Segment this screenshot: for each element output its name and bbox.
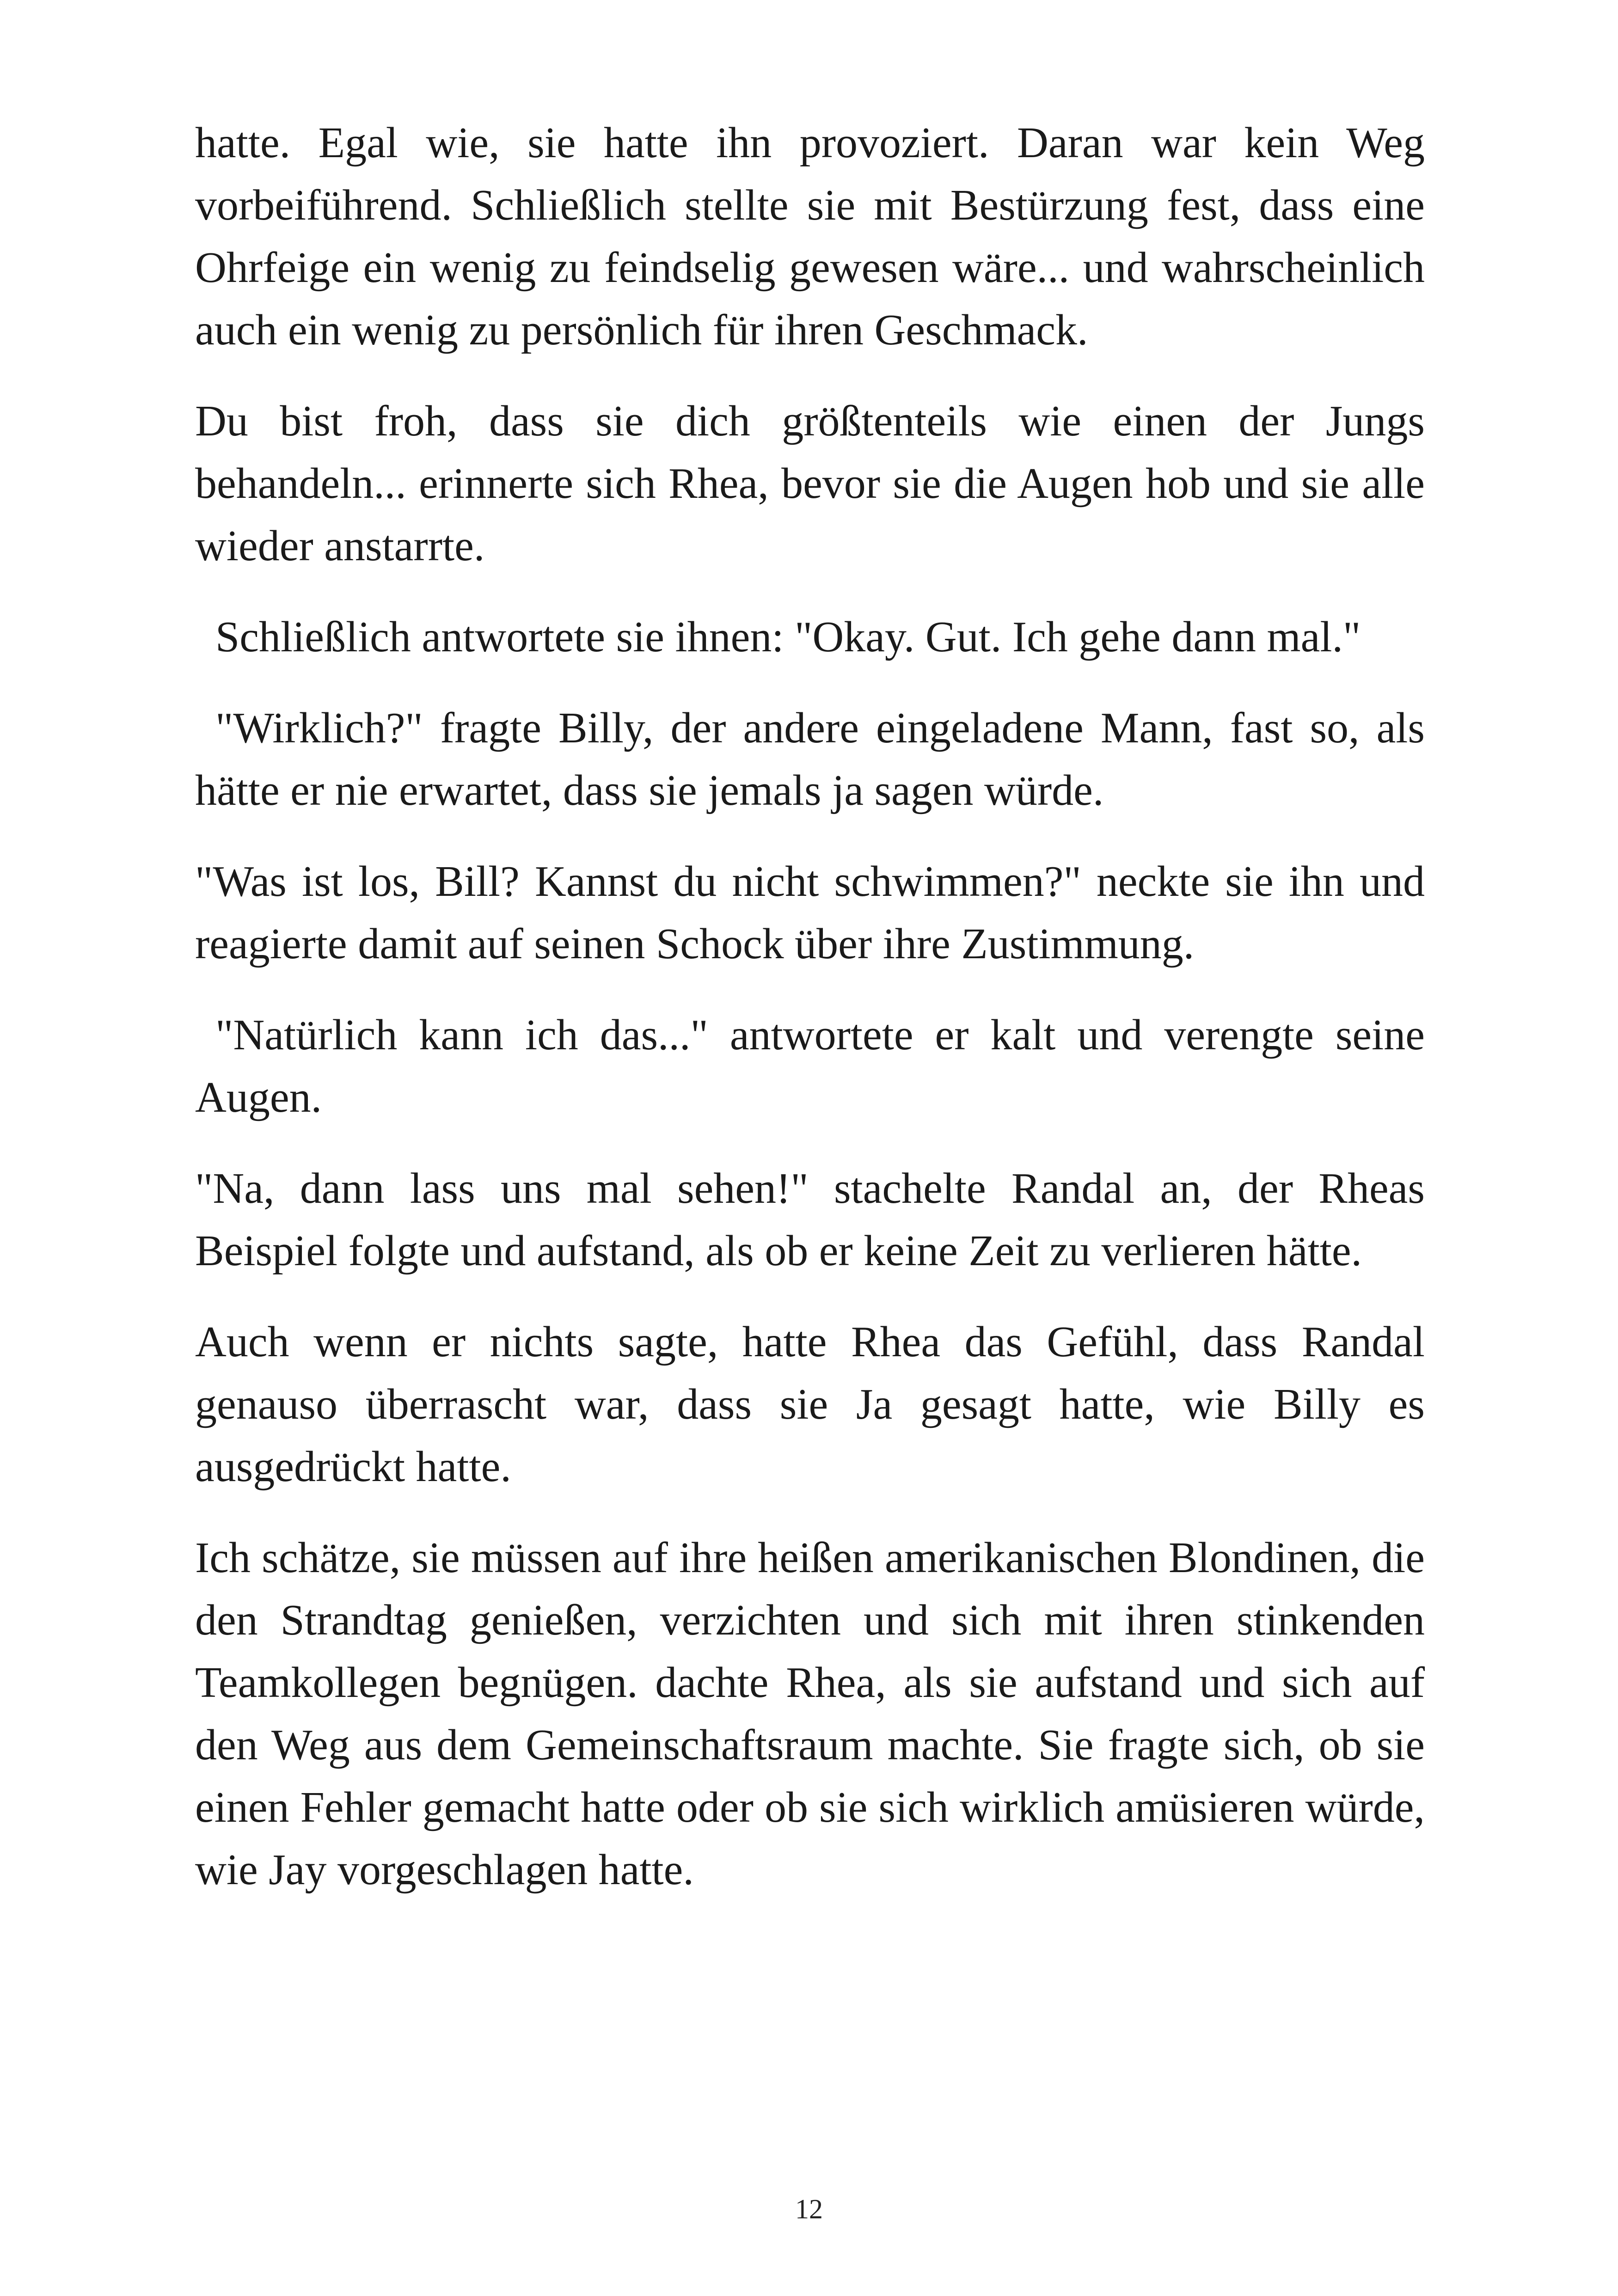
paragraph-9: Ich schätze, sie müssen auf ihre heißen amerikanischen Blondinen, die den Strandtag genießen, verzichten und sich mit ihren stinkenden Teamkollegen begnügen. dachte Rhea, als sie aufstand und sich auf den Weg aus dem Gemeinschaftsraum machte. Sie fragte sich, ob sie einen Fehler gemacht hatte oder ob sie sich wirklich amüsieren würde, wie Jay vorgeschlagen hatte. — [195, 1534, 1425, 1894]
paragraph-8: Auch wenn er nichts sagte, hatte Rhea das Gefühl, dass Randal genauso überrascht war, dass sie Ja gesagt hatte, wie Billy es ausgedrückt hatte. — [195, 1318, 1425, 1491]
paragraph-4: "Wirklich?" fragte Billy, der andere eingeladene Mann, fast so, als hätte er nie erwartet, dass sie jemals ja sagen würde. — [195, 704, 1425, 814]
paragraph-3: Schließlich antwortete sie ihnen: "Okay. Gut. Ich gehe dann mal." — [215, 613, 1361, 661]
page-body — [195, 112, 1425, 1930]
paragraph-5: "Was ist los, Bill? Kannst du nicht schwimmen?" neckte sie ihn und reagierte damit auf seinen Schock über ihre Zustimmung. — [195, 857, 1425, 968]
paragraph-1: hatte. Egal wie, sie hatte ihn provoziert. Daran war kein Weg vorbeiführend. Schließlich stellte sie mit Bestürzung fest, dass eine Ohrfeige ein wenig zu feindselig gewesen wäre... und wahrscheinlich auch ein wenig zu persönlich für ihren Geschmack. — [195, 119, 1425, 354]
paragraph-6: "Natürlich kann ich das..." antwortete er kalt und verengte seine Augen. — [195, 1011, 1425, 1121]
paragraph-7: "Na, dann lass uns mal sehen!" stachelte Randal an, der Rheas Beispiel folgte und aufstand, als ob er keine Zeit zu verlieren hätte. — [195, 1164, 1425, 1275]
paragraph-2: Du bist froh, dass sie dich größtenteils wie einen der Jungs behandeln... erinnerte sich Rhea, bevor sie die Augen hob und sie alle wieder anstarrte. — [195, 397, 1425, 570]
page-number: 12 — [795, 2194, 823, 2224]
